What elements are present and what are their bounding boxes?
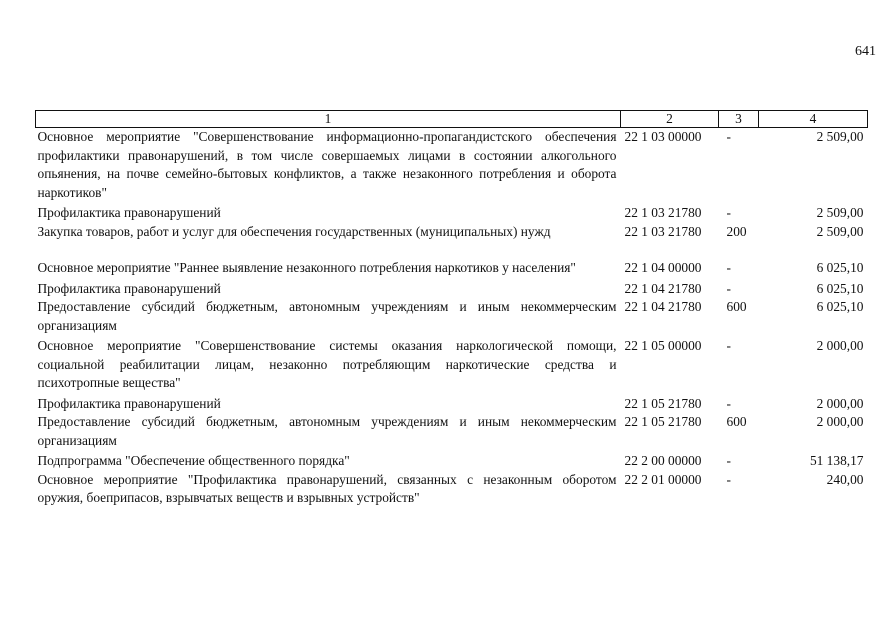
row-expense-type: -: [726, 338, 731, 353]
table-row: [36, 259, 868, 280]
row-name: Основное мероприятие "Совершенствование системы оказания наркологической помощи, социальной реабилитации лицам, незаконно потребляющим наркотические средства и психотропные вещества": [37, 338, 617, 390]
budget-table: [35, 110, 868, 508]
table-row: [36, 223, 868, 260]
table-row: [36, 128, 868, 205]
row-code: 22 1 05 21780: [624, 395, 702, 411]
table-row: [36, 452, 868, 471]
column-header-4: 4: [759, 111, 868, 128]
row-name: Предоставление субсидий бюджетным, автономным учреждениям и иным некоммерческим организациям: [37, 414, 617, 448]
row-amount: 2 509,00: [816, 129, 864, 144]
table-row: [36, 280, 868, 299]
row-code: 22 2 00 00000: [624, 453, 702, 468]
table-row: [36, 337, 868, 395]
row-amount: 2 000,00: [816, 395, 864, 411]
page-number: 641: [855, 44, 876, 59]
row-amount: 2 509,00: [816, 205, 864, 220]
row-name: Предоставление субсидий бюджетным, автономным учреждениям и иным некоммерческим организациям: [37, 299, 617, 333]
row-expense-type: -: [726, 471, 731, 487]
row-code: 22 1 05 00000: [624, 338, 702, 353]
row-code: 22 1 03 21780: [624, 205, 702, 220]
table-row: [36, 204, 868, 223]
row-amount: 240,00: [826, 471, 864, 487]
row-name: Основное мероприятие "Раннее выявление незаконного потребления наркотиков у населения": [37, 260, 576, 275]
row-expense-type: -: [726, 205, 731, 220]
row-code: 22 1 05 21780: [624, 414, 702, 429]
row-name: Основное мероприятие "Профилактика правонарушений, связанных с незаконным оборотом оружия, боеприпасов, взрывчатых веществ и взрывных устройств": [37, 471, 617, 505]
row-expense-type: 200: [726, 223, 747, 239]
row-name: Профилактика правонарушений: [37, 395, 221, 411]
row-expense-type: -: [726, 260, 731, 275]
row-name: Профилактика правонарушений: [37, 280, 221, 296]
row-code: 22 2 01 00000: [624, 471, 702, 487]
row-amount: 2 000,00: [816, 414, 864, 429]
column-header-2: 2: [621, 111, 719, 128]
row-name: Закупка товаров, работ и услуг для обеспечения государственных (муниципальных) нужд: [37, 223, 551, 239]
row-code: 22 1 04 00000: [624, 260, 702, 275]
row-amount: 51 138,17: [809, 453, 864, 468]
row-code: 22 1 03 00000: [624, 129, 702, 144]
row-expense-type: -: [726, 395, 731, 411]
row-name: Подпрограмма "Обеспечение общественного порядка": [37, 453, 350, 468]
row-expense-type: 600: [726, 414, 747, 429]
column-header-1: 1: [36, 111, 621, 128]
table-row: [36, 413, 868, 452]
row-code: 22 1 04 21780: [624, 299, 702, 314]
row-code: 22 1 04 21780: [624, 280, 702, 296]
column-header-3: 3: [719, 111, 759, 128]
row-amount: 6 025,10: [816, 260, 864, 275]
table-row: [36, 298, 868, 337]
row-amount: 6 025,10: [816, 299, 864, 314]
row-expense-type: -: [726, 453, 731, 468]
row-amount: 2 000,00: [816, 338, 864, 353]
row-name: Профилактика правонарушений: [37, 205, 221, 220]
row-expense-type: -: [726, 280, 731, 296]
row-expense-type: 600: [726, 299, 747, 314]
row-name: Основное мероприятие "Совершенствование информационно-пропагандистского обеспечения профилактики правонарушений, в том числе совершаемых лицами в состоянии алкогольного опьянения, на почве семейно-бытовых конфликтов, а также незаконного потребления и оборота наркотиков": [37, 129, 617, 200]
row-amount: 2 509,00: [816, 223, 864, 239]
row-code: 22 1 03 21780: [624, 223, 702, 239]
row-amount: 6 025,10: [816, 280, 864, 296]
row-expense-type: -: [726, 129, 731, 144]
table-header-row: [36, 111, 868, 128]
table-row: [36, 471, 868, 508]
table-row: [36, 395, 868, 414]
